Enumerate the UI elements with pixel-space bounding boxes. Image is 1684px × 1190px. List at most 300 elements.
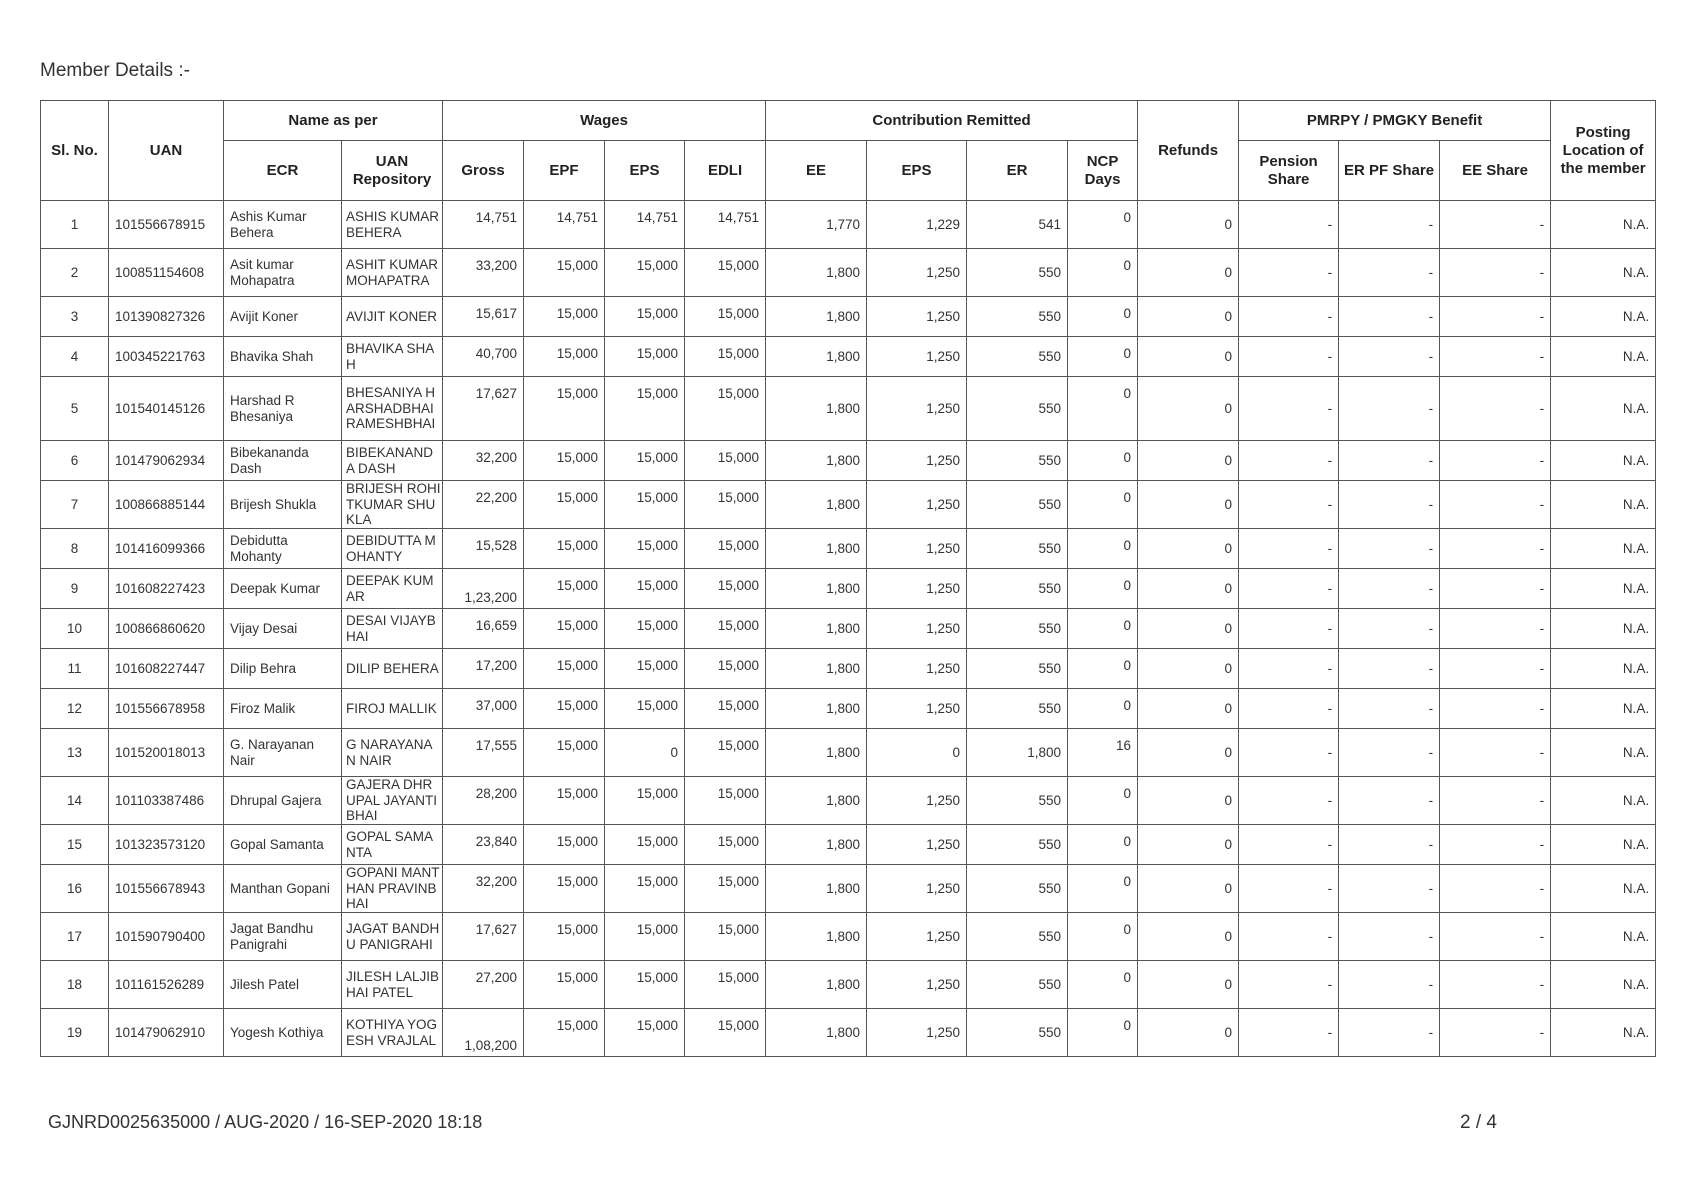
cell-ee-share: - bbox=[1440, 609, 1551, 649]
cell-posting-location: N.A. bbox=[1551, 201, 1656, 249]
cell-er: 550 bbox=[967, 337, 1068, 377]
cell-sl-no: 6 bbox=[41, 441, 109, 481]
cell-gross: 17,555 bbox=[443, 729, 524, 777]
cell-uan: 101556678958 bbox=[109, 689, 224, 729]
cell-posting-location: N.A. bbox=[1551, 649, 1656, 689]
cell-eps-contribution: 1,250 bbox=[867, 913, 967, 961]
cell-er: 550 bbox=[967, 777, 1068, 825]
table-row bbox=[41, 481, 1656, 529]
cell-er: 550 bbox=[967, 297, 1068, 337]
cell-ee-share: - bbox=[1440, 865, 1551, 913]
cell-eps-contribution: 1,250 bbox=[867, 649, 967, 689]
cell-ncp-days: 0 bbox=[1068, 865, 1138, 913]
cell-sl-no: 7 bbox=[41, 481, 109, 529]
cell-ncp-days: 0 bbox=[1068, 201, 1138, 249]
cell-epf: 15,000 bbox=[524, 337, 605, 377]
cell-posting-location: N.A. bbox=[1551, 529, 1656, 569]
cell-ee: 1,800 bbox=[766, 649, 867, 689]
cell-uan-repository-name: DILIP BEHERA bbox=[342, 649, 443, 689]
cell-eps-wages: 15,000 bbox=[605, 377, 685, 441]
cell-refunds: 0 bbox=[1138, 297, 1239, 337]
cell-eps-wages: 15,000 bbox=[605, 337, 685, 377]
cell-ecr-name: Dhrupal Gajera bbox=[224, 777, 342, 825]
cell-eps-wages: 15,000 bbox=[605, 609, 685, 649]
cell-er-pf-share: - bbox=[1339, 689, 1440, 729]
table-row bbox=[41, 297, 1656, 337]
cell-edli: 15,000 bbox=[685, 441, 766, 481]
cell-uan: 101540145126 bbox=[109, 377, 224, 441]
cell-ecr-name: Brijesh Shukla bbox=[224, 481, 342, 529]
cell-gross: 17,627 bbox=[443, 377, 524, 441]
cell-sl-no: 5 bbox=[41, 377, 109, 441]
header-posting-location: Posting Location of the member bbox=[1551, 101, 1656, 201]
cell-ee: 1,800 bbox=[766, 729, 867, 777]
cell-refunds: 0 bbox=[1138, 609, 1239, 649]
table-body bbox=[41, 201, 1656, 1057]
member-details-table bbox=[40, 100, 1656, 1057]
table-row bbox=[41, 569, 1656, 609]
cell-edli: 14,751 bbox=[685, 201, 766, 249]
cell-ncp-days: 0 bbox=[1068, 377, 1138, 441]
cell-er: 550 bbox=[967, 529, 1068, 569]
header-eps: EPS bbox=[605, 141, 685, 201]
cell-er-pf-share: - bbox=[1339, 729, 1440, 777]
cell-pension-share: - bbox=[1239, 961, 1339, 1009]
cell-edli: 15,000 bbox=[685, 569, 766, 609]
cell-sl-no: 4 bbox=[41, 337, 109, 377]
cell-epf: 15,000 bbox=[524, 961, 605, 1009]
cell-ecr-name: Bhavika Shah bbox=[224, 337, 342, 377]
table-row bbox=[41, 377, 1656, 441]
cell-uan: 101556678943 bbox=[109, 865, 224, 913]
cell-sl-no: 14 bbox=[41, 777, 109, 825]
header-ncp-days: NCP Days bbox=[1068, 141, 1138, 201]
cell-uan: 101590790400 bbox=[109, 913, 224, 961]
header-pension-share: Pension Share bbox=[1239, 141, 1339, 201]
cell-gross: 1,23,200 bbox=[443, 569, 524, 609]
cell-gross: 1,08,200 bbox=[443, 1009, 524, 1057]
table-row bbox=[41, 1009, 1656, 1057]
table-row bbox=[41, 961, 1656, 1009]
cell-pension-share: - bbox=[1239, 569, 1339, 609]
cell-epf: 15,000 bbox=[524, 569, 605, 609]
cell-gross: 23,840 bbox=[443, 825, 524, 865]
cell-edli: 15,000 bbox=[685, 377, 766, 441]
cell-refunds: 0 bbox=[1138, 529, 1239, 569]
cell-uan: 100866885144 bbox=[109, 481, 224, 529]
cell-eps-wages: 15,000 bbox=[605, 249, 685, 297]
cell-er-pf-share: - bbox=[1339, 297, 1440, 337]
cell-posting-location: N.A. bbox=[1551, 961, 1656, 1009]
cell-er-pf-share: - bbox=[1339, 609, 1440, 649]
cell-gross: 17,200 bbox=[443, 649, 524, 689]
section-title: Member Details :- bbox=[40, 60, 190, 81]
cell-sl-no: 17 bbox=[41, 913, 109, 961]
cell-sl-no: 8 bbox=[41, 529, 109, 569]
cell-epf: 15,000 bbox=[524, 377, 605, 441]
cell-uan-repository-name: DEEPAK KUMAR bbox=[342, 569, 443, 609]
cell-edli: 15,000 bbox=[685, 337, 766, 377]
cell-gross: 32,200 bbox=[443, 441, 524, 481]
cell-posting-location: N.A. bbox=[1551, 297, 1656, 337]
cell-pension-share: - bbox=[1239, 377, 1339, 441]
cell-ee-share: - bbox=[1440, 297, 1551, 337]
cell-pension-share: - bbox=[1239, 689, 1339, 729]
cell-ecr-name: Manthan Gopani bbox=[224, 865, 342, 913]
cell-edli: 15,000 bbox=[685, 961, 766, 1009]
cell-refunds: 0 bbox=[1138, 913, 1239, 961]
cell-uan: 101323573120 bbox=[109, 825, 224, 865]
cell-pension-share: - bbox=[1239, 1009, 1339, 1057]
cell-gross: 40,700 bbox=[443, 337, 524, 377]
cell-uan-repository-name: GOPAL SAMANTA bbox=[342, 825, 443, 865]
cell-uan: 101608227447 bbox=[109, 649, 224, 689]
cell-edli: 15,000 bbox=[685, 825, 766, 865]
header-contribution-remitted: Contribution Remitted bbox=[766, 101, 1138, 141]
cell-edli: 15,000 bbox=[685, 529, 766, 569]
cell-er: 550 bbox=[967, 649, 1068, 689]
cell-gross: 15,528 bbox=[443, 529, 524, 569]
cell-ee: 1,800 bbox=[766, 865, 867, 913]
cell-pension-share: - bbox=[1239, 649, 1339, 689]
cell-gross: 15,617 bbox=[443, 297, 524, 337]
cell-uan: 100866860620 bbox=[109, 609, 224, 649]
cell-sl-no: 2 bbox=[41, 249, 109, 297]
cell-eps-wages: 15,000 bbox=[605, 913, 685, 961]
table-row bbox=[41, 865, 1656, 913]
cell-edli: 15,000 bbox=[685, 777, 766, 825]
cell-refunds: 0 bbox=[1138, 729, 1239, 777]
cell-ee-share: - bbox=[1440, 337, 1551, 377]
cell-er: 541 bbox=[967, 201, 1068, 249]
cell-posting-location: N.A. bbox=[1551, 689, 1656, 729]
header-name-as-per: Name as per bbox=[224, 101, 443, 141]
cell-ee-share: - bbox=[1440, 529, 1551, 569]
cell-er: 550 bbox=[967, 913, 1068, 961]
cell-gross: 33,200 bbox=[443, 249, 524, 297]
cell-eps-contribution: 1,250 bbox=[867, 689, 967, 729]
cell-uan: 101608227423 bbox=[109, 569, 224, 609]
cell-eps-contribution: 1,250 bbox=[867, 777, 967, 825]
cell-epf: 15,000 bbox=[524, 441, 605, 481]
cell-refunds: 0 bbox=[1138, 249, 1239, 297]
cell-uan: 101520018013 bbox=[109, 729, 224, 777]
cell-ee-share: - bbox=[1440, 569, 1551, 609]
cell-pension-share: - bbox=[1239, 249, 1339, 297]
cell-epf: 15,000 bbox=[524, 729, 605, 777]
header-ecr: ECR bbox=[224, 141, 342, 201]
cell-ee: 1,800 bbox=[766, 961, 867, 1009]
cell-sl-no: 9 bbox=[41, 569, 109, 609]
cell-ee-share: - bbox=[1440, 481, 1551, 529]
cell-uan-repository-name: BHAVIKA SHAH bbox=[342, 337, 443, 377]
cell-ncp-days: 0 bbox=[1068, 441, 1138, 481]
cell-refunds: 0 bbox=[1138, 961, 1239, 1009]
cell-er-pf-share: - bbox=[1339, 777, 1440, 825]
cell-posting-location: N.A. bbox=[1551, 569, 1656, 609]
cell-epf: 15,000 bbox=[524, 609, 605, 649]
table-row bbox=[41, 337, 1656, 377]
cell-ee-share: - bbox=[1440, 441, 1551, 481]
cell-eps-wages: 15,000 bbox=[605, 529, 685, 569]
cell-ee: 1,800 bbox=[766, 297, 867, 337]
cell-ee-share: - bbox=[1440, 249, 1551, 297]
cell-er-pf-share: - bbox=[1339, 249, 1440, 297]
cell-uan-repository-name: AVIJIT KONER bbox=[342, 297, 443, 337]
cell-ee: 1,800 bbox=[766, 609, 867, 649]
cell-ecr-name: Jagat Bandhu Panigrahi bbox=[224, 913, 342, 961]
cell-posting-location: N.A. bbox=[1551, 481, 1656, 529]
cell-ee: 1,800 bbox=[766, 777, 867, 825]
cell-refunds: 0 bbox=[1138, 201, 1239, 249]
cell-ee: 1,770 bbox=[766, 201, 867, 249]
cell-gross: 28,200 bbox=[443, 777, 524, 825]
cell-er-pf-share: - bbox=[1339, 913, 1440, 961]
cell-er: 550 bbox=[967, 569, 1068, 609]
cell-uan: 101390827326 bbox=[109, 297, 224, 337]
cell-ecr-name: Yogesh Kothiya bbox=[224, 1009, 342, 1057]
cell-ecr-name: Firoz Malik bbox=[224, 689, 342, 729]
cell-eps-contribution: 1,250 bbox=[867, 337, 967, 377]
cell-gross: 14,751 bbox=[443, 201, 524, 249]
cell-ncp-days: 0 bbox=[1068, 297, 1138, 337]
cell-pension-share: - bbox=[1239, 201, 1339, 249]
table-row bbox=[41, 689, 1656, 729]
cell-er-pf-share: - bbox=[1339, 649, 1440, 689]
cell-uan-repository-name: KOTHIYA YOGESH VRAJLAL bbox=[342, 1009, 443, 1057]
cell-ee: 1,800 bbox=[766, 377, 867, 441]
cell-er: 550 bbox=[967, 249, 1068, 297]
cell-refunds: 0 bbox=[1138, 689, 1239, 729]
cell-ecr-name: Dilip Behra bbox=[224, 649, 342, 689]
table-row bbox=[41, 609, 1656, 649]
cell-pension-share: - bbox=[1239, 529, 1339, 569]
cell-eps-contribution: 1,250 bbox=[867, 609, 967, 649]
cell-uan: 100851154608 bbox=[109, 249, 224, 297]
cell-ecr-name: Debidutta Mohanty bbox=[224, 529, 342, 569]
cell-ncp-days: 0 bbox=[1068, 913, 1138, 961]
cell-edli: 15,000 bbox=[685, 609, 766, 649]
cell-ncp-days: 0 bbox=[1068, 337, 1138, 377]
cell-er-pf-share: - bbox=[1339, 481, 1440, 529]
cell-uan: 101479062910 bbox=[109, 1009, 224, 1057]
header-er: ER bbox=[967, 141, 1068, 201]
cell-gross: 17,627 bbox=[443, 913, 524, 961]
cell-ee: 1,800 bbox=[766, 529, 867, 569]
cell-ee: 1,800 bbox=[766, 441, 867, 481]
cell-ee: 1,800 bbox=[766, 337, 867, 377]
header-sl-no: Sl. No. bbox=[41, 101, 109, 201]
cell-epf: 15,000 bbox=[524, 529, 605, 569]
cell-ncp-days: 0 bbox=[1068, 649, 1138, 689]
cell-refunds: 0 bbox=[1138, 777, 1239, 825]
cell-epf: 15,000 bbox=[524, 297, 605, 337]
cell-gross: 32,200 bbox=[443, 865, 524, 913]
cell-sl-no: 1 bbox=[41, 201, 109, 249]
table-header bbox=[41, 101, 1656, 201]
cell-uan-repository-name: GAJERA DHRUPAL JAYANTIBHAI bbox=[342, 777, 443, 825]
table-row bbox=[41, 649, 1656, 689]
cell-eps-wages: 15,000 bbox=[605, 297, 685, 337]
table-row bbox=[41, 825, 1656, 865]
cell-eps-contribution: 1,250 bbox=[867, 249, 967, 297]
cell-eps-contribution: 1,250 bbox=[867, 529, 967, 569]
cell-edli: 15,000 bbox=[685, 297, 766, 337]
cell-ee-share: - bbox=[1440, 961, 1551, 1009]
cell-epf: 14,751 bbox=[524, 201, 605, 249]
cell-ecr-name: Jilesh Patel bbox=[224, 961, 342, 1009]
cell-ee-share: - bbox=[1440, 201, 1551, 249]
cell-ee-share: - bbox=[1440, 913, 1551, 961]
cell-er: 550 bbox=[967, 441, 1068, 481]
cell-posting-location: N.A. bbox=[1551, 825, 1656, 865]
cell-eps-wages: 15,000 bbox=[605, 777, 685, 825]
cell-gross: 22,200 bbox=[443, 481, 524, 529]
cell-refunds: 0 bbox=[1138, 481, 1239, 529]
cell-pension-share: - bbox=[1239, 609, 1339, 649]
cell-eps-wages: 15,000 bbox=[605, 441, 685, 481]
cell-ncp-days: 16 bbox=[1068, 729, 1138, 777]
cell-ncp-days: 0 bbox=[1068, 825, 1138, 865]
cell-eps-contribution: 0 bbox=[867, 729, 967, 777]
table-row bbox=[41, 249, 1656, 297]
cell-edli: 15,000 bbox=[685, 689, 766, 729]
header-er-pf-share: ER PF Share bbox=[1339, 141, 1440, 201]
cell-eps-wages: 15,000 bbox=[605, 481, 685, 529]
cell-posting-location: N.A. bbox=[1551, 249, 1656, 297]
cell-ee-share: - bbox=[1440, 689, 1551, 729]
cell-ecr-name: Deepak Kumar bbox=[224, 569, 342, 609]
cell-eps-contribution: 1,250 bbox=[867, 297, 967, 337]
cell-er: 550 bbox=[967, 1009, 1068, 1057]
cell-uan-repository-name: BRIJESH ROHITKUMAR SHUKLA bbox=[342, 481, 443, 529]
cell-edli: 15,000 bbox=[685, 481, 766, 529]
cell-er: 550 bbox=[967, 377, 1068, 441]
cell-pension-share: - bbox=[1239, 481, 1339, 529]
footer-reference: GJNRD0025635000 / AUG-2020 / 16-SEP-2020 18:18 bbox=[48, 1112, 483, 1132]
cell-ee-share: - bbox=[1440, 825, 1551, 865]
cell-pension-share: - bbox=[1239, 913, 1339, 961]
cell-ncp-days: 0 bbox=[1068, 1009, 1138, 1057]
cell-ee: 1,800 bbox=[766, 689, 867, 729]
cell-er-pf-share: - bbox=[1339, 201, 1440, 249]
cell-posting-location: N.A. bbox=[1551, 865, 1656, 913]
cell-ee: 1,800 bbox=[766, 569, 867, 609]
table-row bbox=[41, 729, 1656, 777]
cell-er-pf-share: - bbox=[1339, 441, 1440, 481]
cell-sl-no: 12 bbox=[41, 689, 109, 729]
cell-sl-no: 11 bbox=[41, 649, 109, 689]
cell-uan: 101161526289 bbox=[109, 961, 224, 1009]
cell-refunds: 0 bbox=[1138, 1009, 1239, 1057]
cell-uan-repository-name: GOPANI MANTHAN PRAVINBHAI bbox=[342, 865, 443, 913]
cell-ecr-name: Gopal Samanta bbox=[224, 825, 342, 865]
cell-uan: 100345221763 bbox=[109, 337, 224, 377]
cell-ecr-name: Ashis Kumar Behera bbox=[224, 201, 342, 249]
cell-uan-repository-name: JILESH LALJIBHAI PATEL bbox=[342, 961, 443, 1009]
cell-refunds: 0 bbox=[1138, 441, 1239, 481]
cell-er: 1,800 bbox=[967, 729, 1068, 777]
cell-ee-share: - bbox=[1440, 649, 1551, 689]
cell-ecr-name: Bibekananda Dash bbox=[224, 441, 342, 481]
cell-er-pf-share: - bbox=[1339, 1009, 1440, 1057]
table-row bbox=[41, 441, 1656, 481]
cell-er-pf-share: - bbox=[1339, 529, 1440, 569]
cell-ee-share: - bbox=[1440, 377, 1551, 441]
cell-ee: 1,800 bbox=[766, 1009, 867, 1057]
cell-eps-contribution: 1,250 bbox=[867, 865, 967, 913]
header-eps-contribution: EPS bbox=[867, 141, 967, 201]
cell-posting-location: N.A. bbox=[1551, 1009, 1656, 1057]
cell-eps-contribution: 1,229 bbox=[867, 201, 967, 249]
cell-sl-no: 3 bbox=[41, 297, 109, 337]
cell-refunds: 0 bbox=[1138, 649, 1239, 689]
cell-uan-repository-name: JAGAT BANDHU PANIGRAHI bbox=[342, 913, 443, 961]
table-row bbox=[41, 913, 1656, 961]
cell-eps-wages: 15,000 bbox=[605, 825, 685, 865]
cell-ee-share: - bbox=[1440, 777, 1551, 825]
cell-er-pf-share: - bbox=[1339, 865, 1440, 913]
cell-posting-location: N.A. bbox=[1551, 913, 1656, 961]
cell-epf: 15,000 bbox=[524, 777, 605, 825]
cell-gross: 37,000 bbox=[443, 689, 524, 729]
cell-ecr-name: Asit kumar Mohapatra bbox=[224, 249, 342, 297]
cell-uan-repository-name: ASHIT KUMAR MOHAPATRA bbox=[342, 249, 443, 297]
cell-er: 550 bbox=[967, 689, 1068, 729]
header-refunds: Refunds bbox=[1138, 101, 1239, 201]
cell-ecr-name: Avijit Koner bbox=[224, 297, 342, 337]
cell-ncp-days: 0 bbox=[1068, 609, 1138, 649]
cell-ee: 1,800 bbox=[766, 481, 867, 529]
cell-edli: 15,000 bbox=[685, 649, 766, 689]
cell-eps-wages: 15,000 bbox=[605, 1009, 685, 1057]
cell-er-pf-share: - bbox=[1339, 825, 1440, 865]
cell-gross: 27,200 bbox=[443, 961, 524, 1009]
cell-epf: 15,000 bbox=[524, 649, 605, 689]
cell-er: 550 bbox=[967, 961, 1068, 1009]
header-ee-share: EE Share bbox=[1440, 141, 1551, 201]
cell-posting-location: N.A. bbox=[1551, 377, 1656, 441]
cell-eps-wages: 14,751 bbox=[605, 201, 685, 249]
cell-epf: 15,000 bbox=[524, 249, 605, 297]
cell-eps-contribution: 1,250 bbox=[867, 441, 967, 481]
cell-uan-repository-name: ASHIS KUMAR BEHERA bbox=[342, 201, 443, 249]
cell-eps-contribution: 1,250 bbox=[867, 825, 967, 865]
cell-er-pf-share: - bbox=[1339, 961, 1440, 1009]
cell-sl-no: 13 bbox=[41, 729, 109, 777]
cell-eps-wages: 15,000 bbox=[605, 689, 685, 729]
cell-sl-no: 16 bbox=[41, 865, 109, 913]
cell-ncp-days: 0 bbox=[1068, 249, 1138, 297]
cell-epf: 15,000 bbox=[524, 913, 605, 961]
cell-uan: 101103387486 bbox=[109, 777, 224, 825]
header-edli: EDLI bbox=[685, 141, 766, 201]
cell-sl-no: 15 bbox=[41, 825, 109, 865]
cell-eps-wages: 15,000 bbox=[605, 569, 685, 609]
cell-uan: 101556678915 bbox=[109, 201, 224, 249]
cell-pension-share: - bbox=[1239, 865, 1339, 913]
table-row bbox=[41, 201, 1656, 249]
cell-epf: 15,000 bbox=[524, 1009, 605, 1057]
cell-ecr-name: Harshad R Bhesaniya bbox=[224, 377, 342, 441]
cell-ncp-days: 0 bbox=[1068, 777, 1138, 825]
cell-pension-share: - bbox=[1239, 297, 1339, 337]
cell-refunds: 0 bbox=[1138, 825, 1239, 865]
cell-er: 550 bbox=[967, 825, 1068, 865]
cell-er: 550 bbox=[967, 481, 1068, 529]
cell-posting-location: N.A. bbox=[1551, 441, 1656, 481]
table-row bbox=[41, 529, 1656, 569]
